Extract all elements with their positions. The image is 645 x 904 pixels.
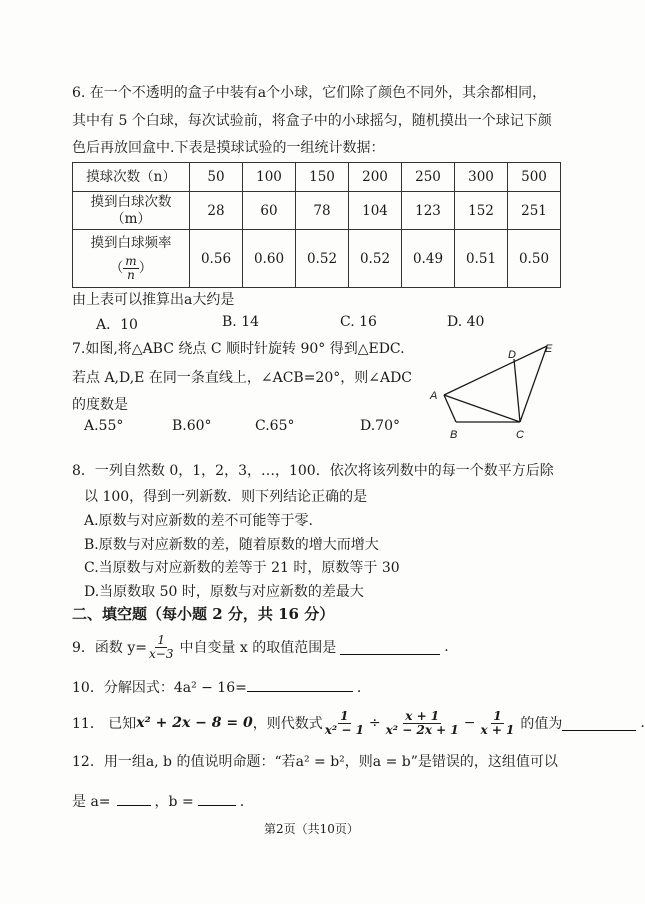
q8-line1: 8．一列自然数 0，1，2，3，…，100．依次将该列数中的每一个数平方后除 [72, 463, 554, 479]
fraction-denominator: x² − 1 [324, 722, 364, 737]
q7-line2: 若点 A,D,E 在同一条直线上，∠ACB=20°，则∠ADC [72, 370, 413, 386]
q11-mid: ，则代数式 [252, 716, 323, 732]
q6-line3: 色后再放回盒中.下表是摸球试验的一组统计数据： [72, 140, 385, 156]
label-d: D [508, 349, 516, 361]
q8-option-a: A.原数与对应新数的差不可能等于零. [84, 513, 314, 529]
line-cd [514, 359, 520, 422]
page-footer: 第2页（共10页） [264, 822, 359, 836]
table-row [73, 192, 561, 230]
fraction-numerator: 1 [157, 632, 166, 647]
label-c: C [516, 429, 524, 441]
fraction-denominator: x + 1 [480, 722, 515, 737]
q7-option-d: D.70° [360, 418, 400, 434]
q6-line1: 6. 在一个不透明的盒子中装有a个小球，它们除了颜色不同外，其余都相同， [72, 85, 547, 101]
table-cell: 150 [296, 163, 349, 192]
q10-answer-blank[interactable] [247, 677, 353, 692]
q7-option-a: A.55° [84, 418, 124, 434]
q6-after: 由上表可以推算出a大约是 [72, 292, 235, 308]
line-ac [444, 395, 520, 422]
table-cell: 50 [190, 163, 243, 192]
table-header-white-count [73, 192, 190, 230]
section-heading: 二、填空题（每小题 2 分，共 16 分） [72, 605, 335, 623]
q9-pre: 9．函数 y= [72, 640, 147, 656]
q6-option-a: A．10 [96, 317, 138, 333]
table-row [73, 163, 561, 192]
q10-pre: 10．分解因式：4a² − 16= [72, 680, 247, 696]
table-cell: 152 [455, 192, 508, 230]
q9 [72, 630, 449, 664]
q12-end: . [239, 794, 245, 810]
table-cell: 251 [508, 192, 561, 230]
q9-fraction [147, 634, 175, 661]
label-a: A [430, 390, 438, 402]
q6-option-c: C. 16 [340, 314, 377, 330]
fraction-numerator: m [125, 254, 137, 268]
table-cell: 200 [349, 163, 402, 192]
table-cell: 123 [402, 192, 455, 230]
q12-b-label: ，b = [154, 794, 194, 810]
q9-answer-blank[interactable] [340, 640, 440, 655]
table-cell: 0.52 [296, 230, 349, 288]
q11-condition: x² + 2x − 8 = 0 [136, 715, 253, 731]
table-cell: 104 [349, 192, 402, 230]
q6-option-d: D. 40 [447, 314, 485, 330]
q9-end: . [444, 639, 449, 655]
q6-line2: 其中有 5 个白球，每次试验前，将盒子中的小球摇匀，随机摸出一个球记下颜 [72, 113, 552, 129]
fraction-denominator: n [127, 268, 135, 282]
label-b: B [450, 429, 458, 441]
q11-fraction-1 [323, 710, 366, 737]
q7-option-b: B.60° [172, 418, 212, 434]
table-cell: 78 [296, 192, 349, 230]
table-header-white-count-a: 摸到白球次数 [90, 193, 172, 210]
q11-fraction-2 [384, 710, 461, 737]
fraction-numerator: 1 [493, 708, 502, 723]
triangle-rotation-figure [420, 338, 570, 443]
q11-pre: 11． 已知 [72, 716, 137, 732]
table-row [73, 230, 561, 288]
table-cell: 28 [190, 192, 243, 230]
table-cell: 60 [243, 192, 296, 230]
table-header-white-freq: 摸到白球频率 （ $\frac{m}{n}$ ） [73, 230, 190, 288]
q11-fraction-3 [478, 710, 516, 737]
q12-line2 [72, 791, 244, 811]
q7-option-c: C.65° [255, 418, 295, 434]
q6-option-b: B. 14 [222, 314, 260, 330]
fraction-denominator: x² − 2x + 1 [385, 722, 459, 737]
table-cell: 0.52 [349, 230, 402, 288]
table-cell: 0.51 [455, 230, 508, 288]
q11-minus: − [463, 715, 476, 731]
table-cell: 0.60 [243, 230, 296, 288]
q10-end: . [356, 680, 362, 696]
q7-line1: 7.如图,将△ABC 绕点 C 顺时针旋转 90° 得到△EDC. [72, 341, 405, 357]
q12-a-blank[interactable] [117, 791, 151, 806]
q8-line2: 以 100，得到一列新数．则下列结论正确的是 [84, 489, 368, 505]
q10 [72, 677, 361, 697]
q9-post: 中自变量 x 的取值范围是 [179, 640, 337, 656]
q8-option-d: D.当原数取 50 时，原数与对应新数的差最大 [84, 584, 364, 600]
stats-table [72, 162, 561, 288]
freq-fraction [123, 255, 138, 282]
q12-a-label: 是 a= [72, 794, 111, 810]
fraction-numerator: 1 [340, 708, 349, 723]
table-cell: 500 [508, 163, 561, 192]
q8-option-c: C.当原数与对应新数的差等于 21 时，原数等于 30 [84, 560, 400, 576]
table-header-trials: 摸球次数（n） [73, 163, 190, 192]
q11-answer-blank[interactable] [562, 716, 636, 731]
fraction-numerator: x + 1 [405, 708, 440, 723]
table-header-white-freq-a: 摸到白球频率 [90, 235, 172, 251]
q12-b-blank[interactable] [198, 791, 236, 806]
q11-post: 的值为 [520, 716, 563, 732]
table-cell: 0.50 [508, 230, 561, 288]
table-cell: 100 [243, 163, 296, 192]
table-cell: 0.56 [190, 230, 243, 288]
q11 [72, 704, 645, 742]
label-e: E [545, 343, 553, 355]
q7-line3: 的度数是 [72, 397, 128, 413]
fraction-denominator: x−3 [149, 646, 174, 661]
q11-end: . [640, 715, 645, 731]
table-cell: 250 [402, 163, 455, 192]
table-header-white-count-b: （m） [111, 210, 151, 227]
q12-line1: 12．用一组a, b 的值说明命题：“若a² = b²，则a = b”是错误的，这组值可以 [72, 754, 558, 770]
table-cell: 0.49 [402, 230, 455, 288]
q8-option-b: B.原数与对应新数的差，随着原数的增大而增大 [84, 537, 379, 553]
table-cell: 300 [455, 163, 508, 192]
q11-div: ÷ [368, 715, 381, 731]
